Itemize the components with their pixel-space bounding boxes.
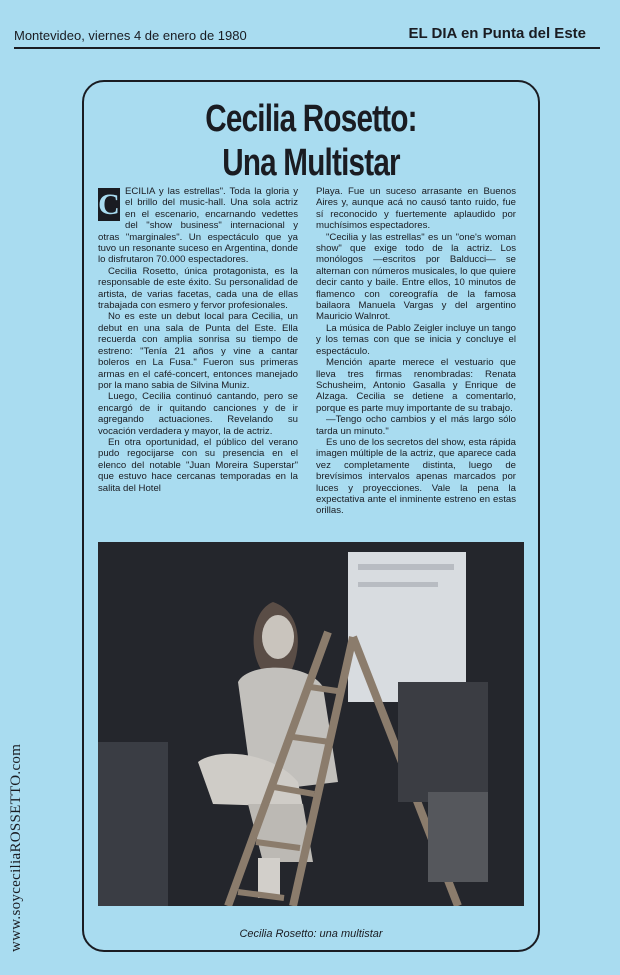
article-column-left [98,186,298,494]
paragraph: Mención aparte merece el vestuario que lleva tres firmas renombradas: Renata Schusheim, Antonio Gasalla y Enrique de Alzaga. Cecilia se detiene a comentarlo, porque es parte muy importante de su trabajo. [316,357,516,414]
dateline: Montevideo, viernes 4 de enero de 1980 [14,28,247,43]
paragraph: —Tengo ocho cambios y el más largo sólo tarda un minuto." [316,414,516,437]
paragraph: No es este un debut local para Cecilia, un debut en una sala de Punta del Este. Ella recuerda con amplia sonrisa su tiempo de estreno: "Tenía 21 años y vine a cantar boleros en La Fusa." Fueron sus primeras armas en el café-concert, entonces manejado por la mano sabia de Silvina Muniz. [98,311,298,391]
photo-caption: Cecilia Rosetto: una multistar [239,928,383,940]
paragraph: Luego, Cecilia continuó cantando, pero se encargó de ir quitando canciones y de ir agregando actuaciones. Revelando su vocación verdadera y mayor, la de actriz. [98,391,298,437]
paragraph: "Cecilia y las estrellas" es un "one's woman show" que exige todo de la actriz. Los monólogos —escritos por Balducci— se alternan con números musicales, lo que quiere decir canto y baile. Entre ellos, 10 minutos de flamenco con coreografía de la famosa bailaora Manuela Vargas y del argentino Mauricio Walnrot. [316,231,516,323]
paragraph: Playa. Fue un suceso arrasante en Buenos Aires y, aunque acá no causó tanto ruido, fue sí reconocido y fuertemente aplaudido por muchísimos espectadores. [316,186,516,232]
website-watermark: www.soyceciliaROSSETTO.com [8,743,24,952]
article-title-line2: Una Multistar [222,142,400,184]
publication-name: EL DIA en Punta del Este [408,25,586,42]
article-photo [98,542,524,906]
paragraph: Cecilia Rosetto, única protagonista, es la responsable de este éxito. Su personalidad de artista, de varias facetas, cada una de ellas trabajada con esmero y fervor profesionales. [98,265,298,312]
article-clipping [82,80,540,952]
article-column-right [316,186,516,517]
paragraph: C ECILIA y las estrellas". Toda la gloria y el brillo del music-hall. Una sola actriz en el escenario, encarnando vedettes del "show business" internacional y otras "marginales". Un espectáculo que ya tuvo un resonante suceso en Argentina, donde lo disfrutaron 70.000 espectadores. [98,186,298,266]
paragraph: En otra oportunidad, el público del verano pudo regocijarse con su presencia en el elenco del notable "Juan Moreira Superstar" que estuvo hace cercanas temporadas en la salita del Hotel [98,436,298,494]
article-title-line1: Cecilia Rosetto: [205,98,417,140]
drop-cap: C [98,188,120,221]
newspaper-header [14,25,600,49]
paragraph: La música de Pablo Zeigler incluye un tango y los temas con que se inicia y concluye el espectáculo. [316,322,516,357]
photo-illustration [98,542,524,906]
paragraph: Es uno de los secretos del show, esta rápida imagen múltiple de la actriz, que aparece cada vez completamente distinta, luego de brevísimos intervalos apenas marcados por luces y proyecciones. Vale la pena la expectativa ante el inminente estreno en estas orillas. [316,436,516,517]
